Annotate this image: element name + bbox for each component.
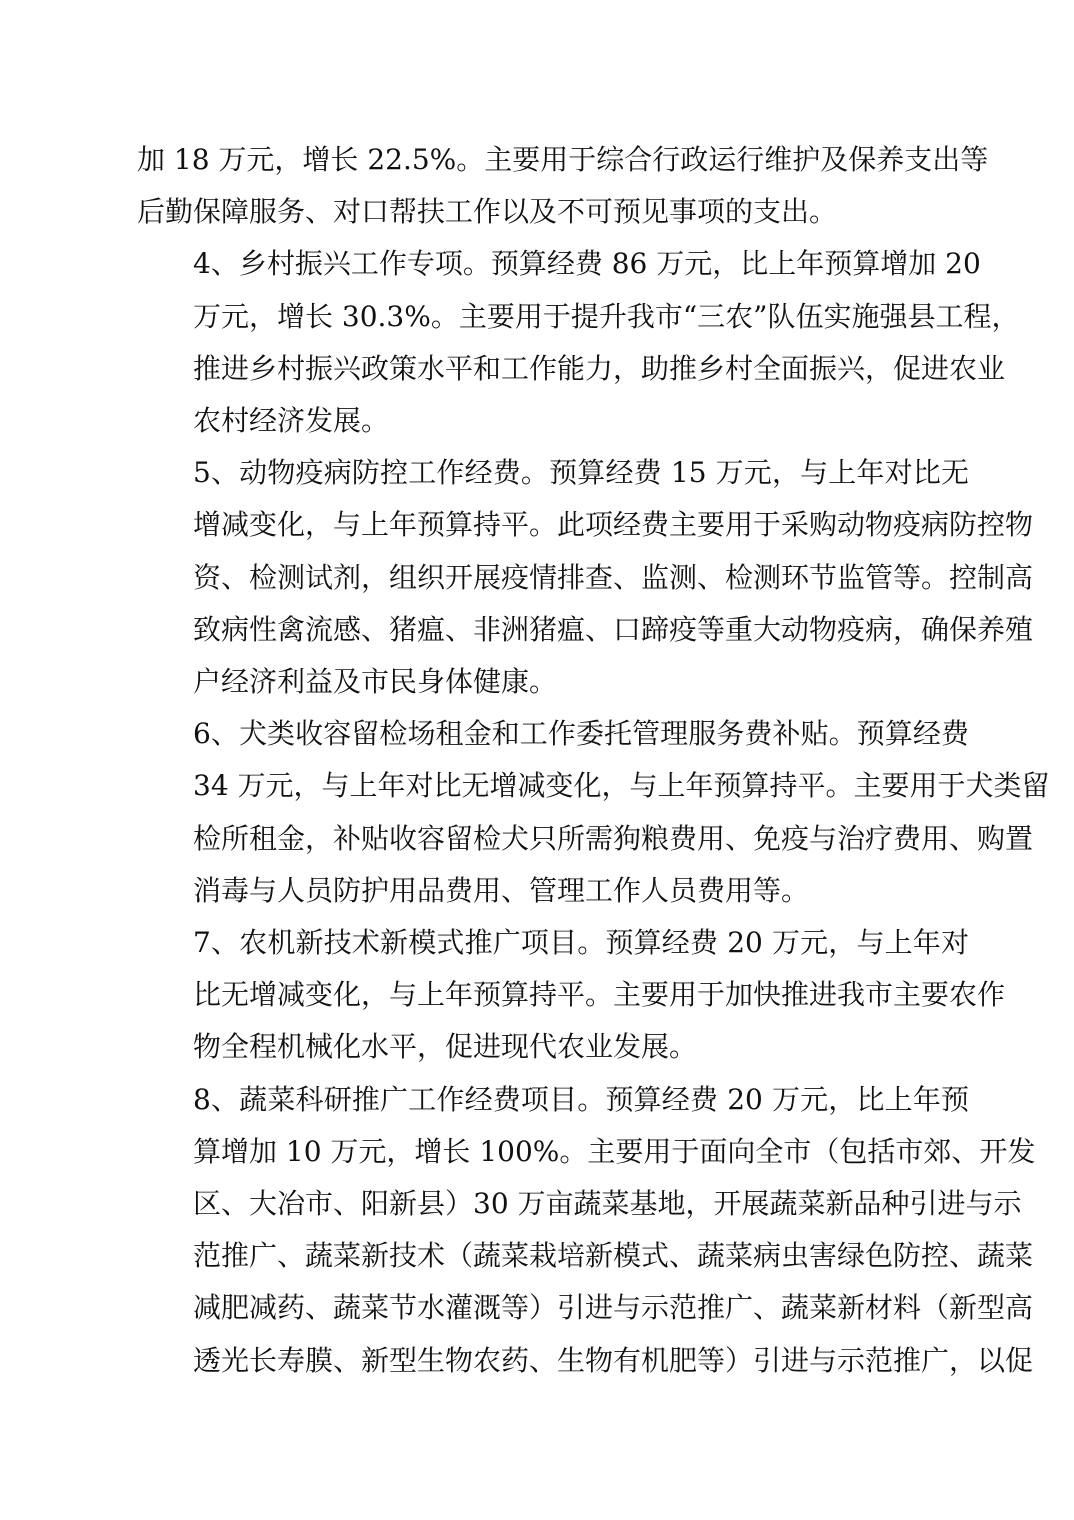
paragraph (137, 134, 989, 238)
text-line: 4、乡村振兴工作专项。预算经费 86 万元，比上年预算增加 20 (193, 247, 981, 281)
text-line: 资、检测试剂，组织开展疫情排查、监测、检测环节监管等。控制高 (193, 560, 1034, 594)
text-line: 8、蔬菜科研推广工作经费项目。预算经费 20 万元，比上年预 (193, 1082, 969, 1116)
text-line: 减肥减药、蔬菜节水灌溉等）引进与示范推广、蔬菜新材料（新型高 (193, 1291, 1034, 1325)
text-line: 范推广、蔬菜新技术（蔬菜栽培新模式、蔬菜病虫害绿色防控、蔬菜 (193, 1239, 1034, 1273)
text-line: 检所租金，补贴收容留检犬只所需狗粮费用、免疫与治疗费用、购置 (193, 821, 1034, 855)
text-line: 消毒与人员防护用品费用、管理工作人员费用等。 (193, 873, 810, 907)
text-line: 户经济利益及市民身体健康。 (193, 665, 558, 699)
text-line: 6、犬类收容留检场租金和工作委托管理服务费补贴。预算经费 (193, 717, 969, 751)
document-body (137, 134, 1050, 1387)
paragraph (137, 238, 1020, 447)
paragraph (137, 708, 1050, 917)
paragraph (137, 917, 1006, 1074)
text-line: 后勤保障服务、对口帮扶工作以及不可预见事项的支出。 (137, 195, 838, 229)
text-line: 物全程机械化水平，促进现代农业发展。 (193, 1030, 698, 1064)
text-line: 推进乡村振兴政策水平和工作能力，助推乡村全面振兴，促进农业 (193, 351, 1006, 385)
text-line: 增减变化，与上年预算持平。此项经费主要用于采购动物疫病防控物 (193, 508, 1034, 542)
text-line: 加 18 万元，增长 22.5%。主要用于综合行政运行维护及保养支出等 (137, 143, 989, 176)
paragraph (137, 1074, 1036, 1387)
text-line: 区、大冶市、阳新县）30 万亩蔬菜基地，开展蔬菜新品种引进与示 (193, 1187, 1022, 1221)
text-line: 致病性禽流感、猪瘟、非洲猪瘟、口蹄疫等重大动物疫病，确保养殖 (193, 612, 1034, 646)
text-line: 农村经济发展。 (193, 404, 390, 438)
text-line: 7、农机新技术新模式推广项目。预算经费 20 万元，与上年对 (193, 926, 969, 960)
text-line: 比无增减变化，与上年预算持平。主要用于加快推进我市主要农作 (193, 978, 1006, 1012)
text-line: 万元，增长 30.3%。主要用于提升我市“三农”队伍实施强县工程， (193, 299, 1020, 333)
text-line: 34 万元，与上年对比无增减变化，与上年预算持平。主要用于犬类留 (193, 769, 1050, 803)
text-line: 透光长寿膜、新型生物农药、生物有机肥等）引进与示范推广，以促 (193, 1343, 1034, 1377)
text-line: 算增加 10 万元，增长 100%。主要用于面向全市（包括市郊、开发 (193, 1134, 1036, 1168)
paragraph (137, 447, 1034, 708)
text-line: 5、动物疫病防控工作经费。预算经费 15 万元，与上年对比无 (193, 456, 969, 490)
